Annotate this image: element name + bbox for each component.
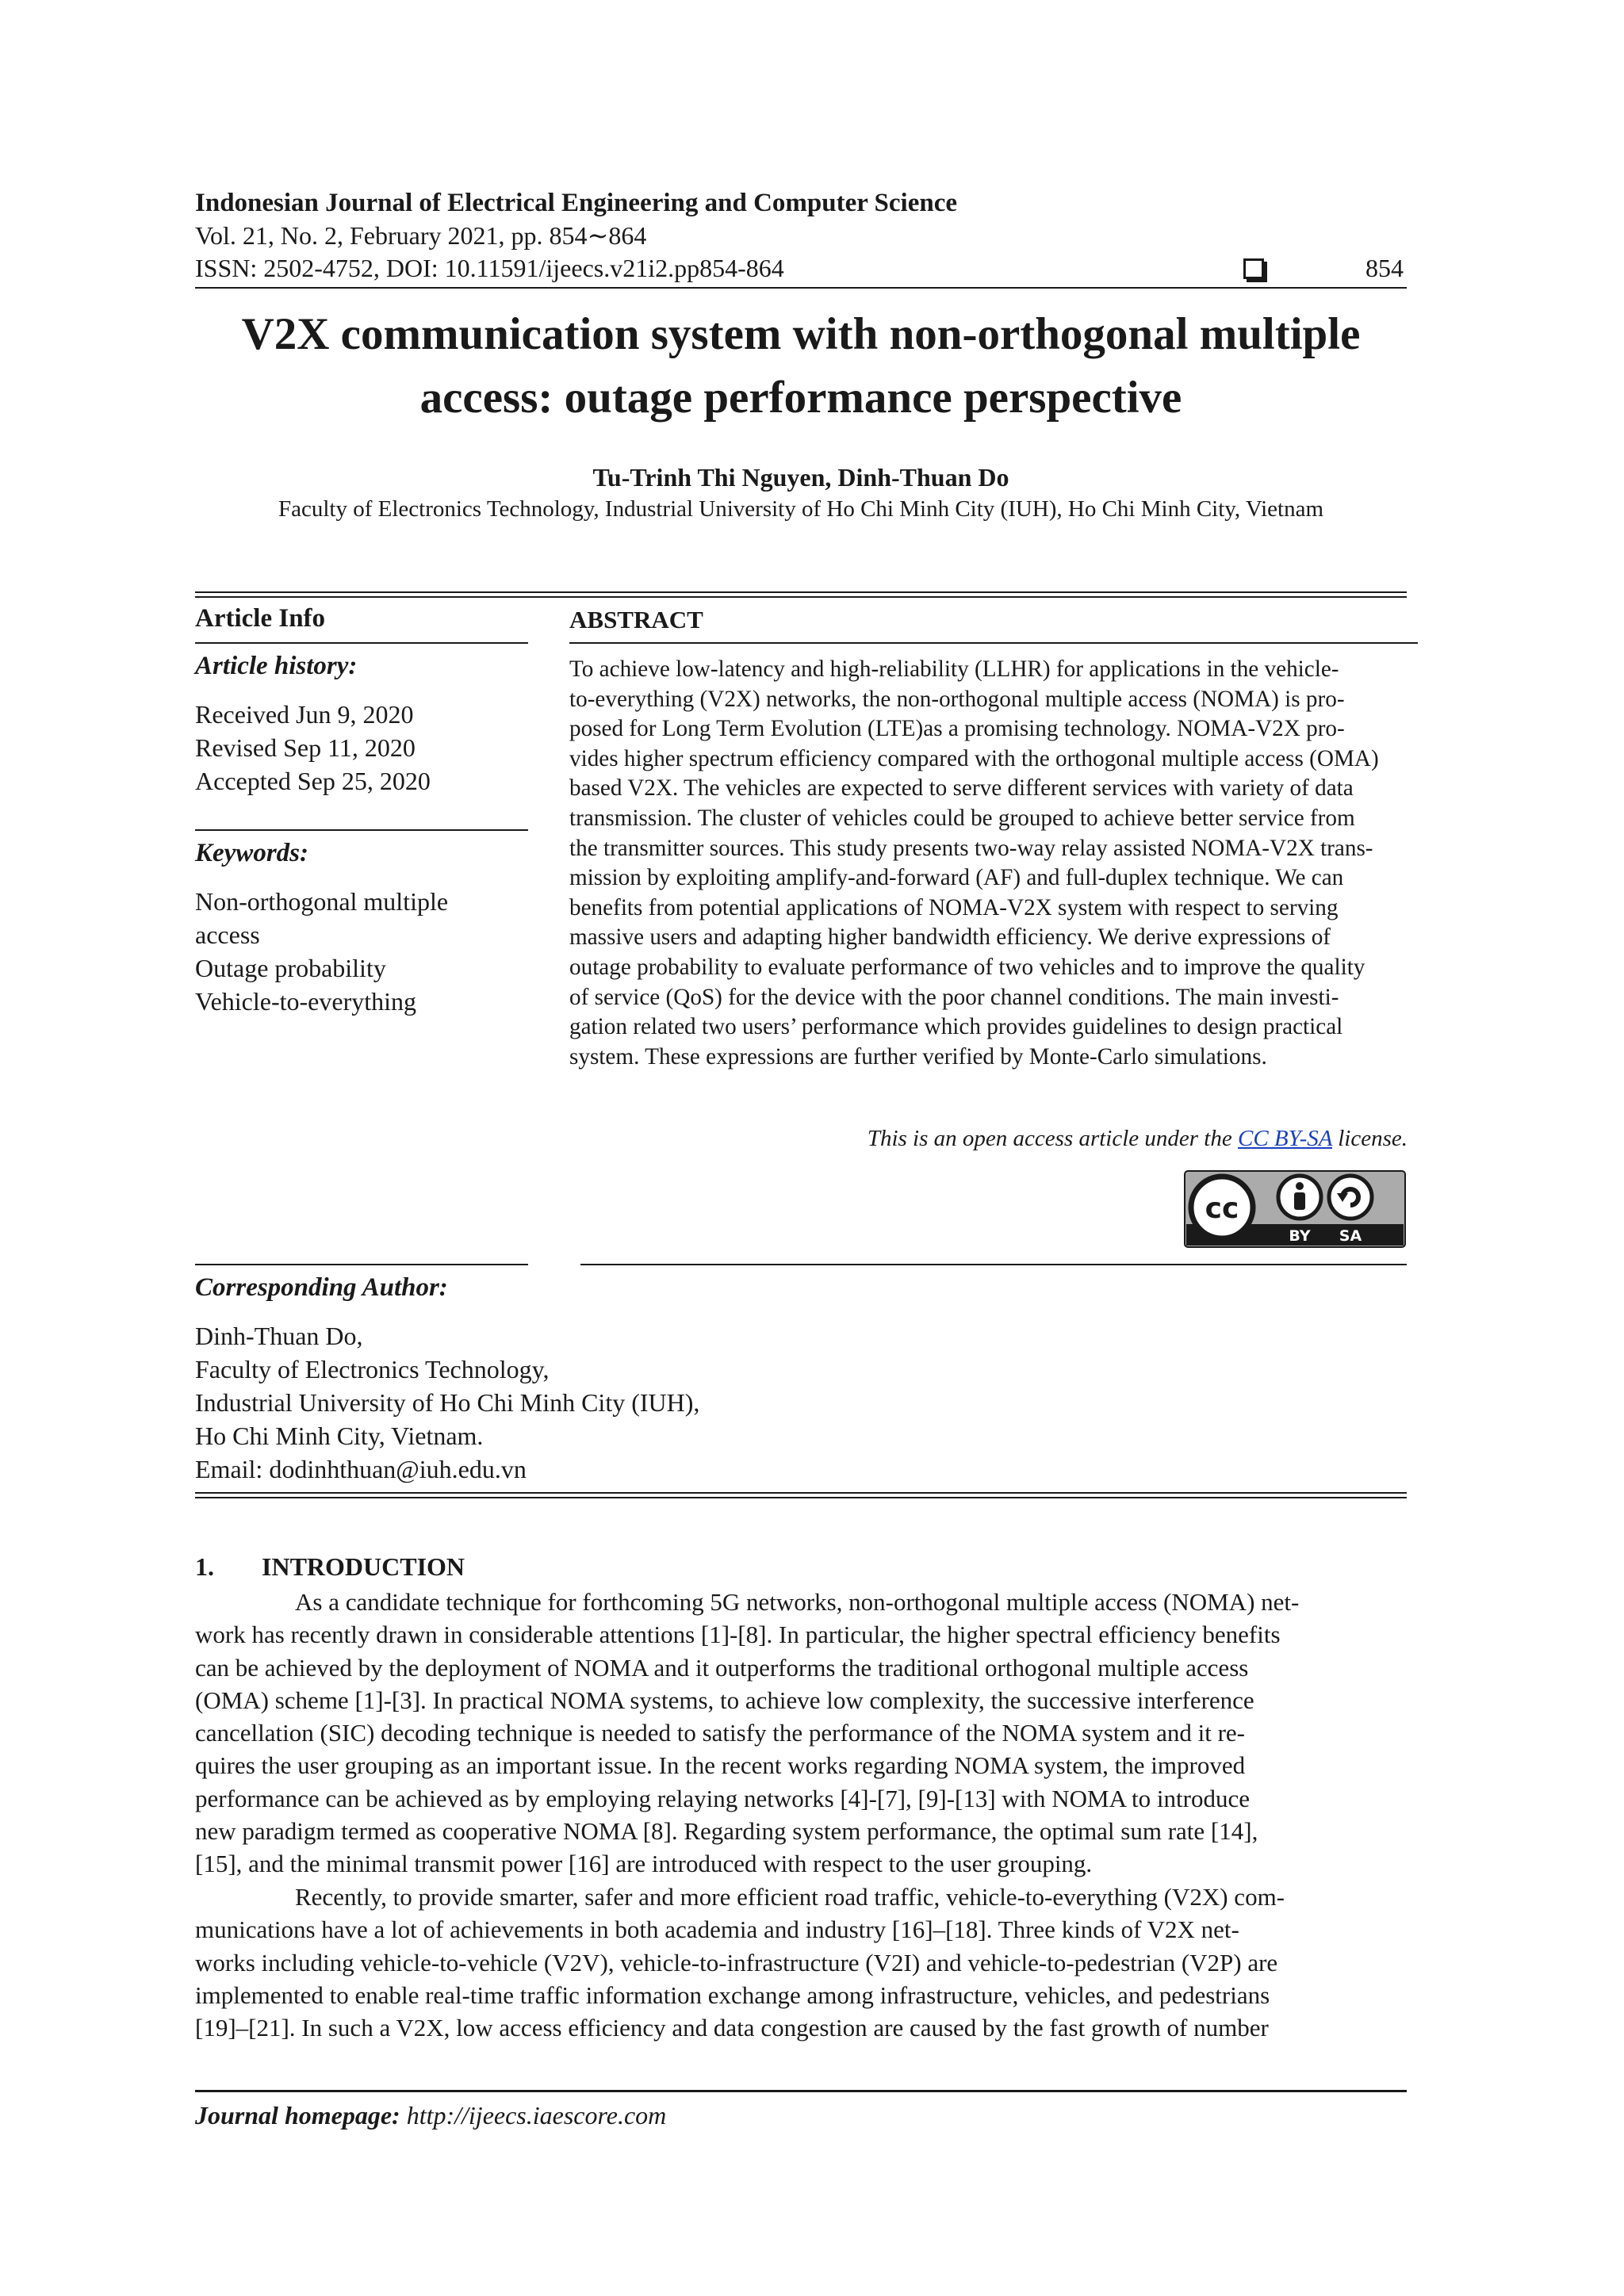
article-history [195,698,431,798]
section-rule-bottom-2 [195,1497,1407,1498]
abstract-body [569,655,1418,1072]
intro-line: implemented to enable real-time traffic information exchange among infrastructure, vehicles, and pedestrians [195,1980,1270,2009]
cc-by-sa-badge[interactable] [1184,1170,1406,1248]
square-icon [1243,258,1264,279]
abstract-line: vides higher spectrum efficiency compared with the orthogonal multiple access (OMA) [569,745,1379,771]
intro-line: Recently, to provide smarter, safer and more efficient road traffic, vehicle-to-everything (V2X) com- [295,1883,1285,1911]
abstract-line: based V2X. The vehicles are expected to serve different services with variety of data [569,775,1354,802]
journal-issn-doi: ISSN: 2502-4752, DOI: 10.11591/ijeecs.v21i2.pp854-864 [195,254,784,282]
abstract-line: outage probability to evaluate performance of two vehicles and to improve the quality [569,954,1365,980]
journal-volume: Vol. 21, No. 2, February 2021, pp. 854∼864 [195,221,647,250]
person-icon-body [1294,1192,1305,1210]
footer-rule [195,2090,1407,2092]
open-access-suffix: license. [1331,1126,1408,1151]
keywords-rule [195,829,528,831]
abstract-line: system. These expressions are further verified by Monte-Carlo simulations. [569,1043,1267,1070]
title-line-2: access: outage performance perspective [419,373,1182,423]
corresponding-faculty: Faculty of Electronics Technology, [195,1355,550,1383]
abstract-line: gation related two users’ performance which provides guidelines to design practical [569,1014,1343,1040]
corresponding-university: Industrial University of Ho Chi Minh City (IUH), [195,1388,700,1417]
abstract-line: transmission. The cluster of vehicles could be grouped to achieve better service from [569,805,1355,831]
section-rule-bottom-1 [195,1492,1407,1494]
intro-line: new paradigm termed as cooperative NOMA [8]. Regarding system performance, the optimal sum rate [14], [195,1817,1258,1846]
corresponding-author-details [195,1319,699,1486]
section-title: INTRODUCTION [262,1552,465,1581]
person-icon-head [1296,1182,1304,1190]
open-access-notice [714,1126,1408,1152]
received-date: Received Jun 9, 2020 [195,700,414,729]
homepage-url[interactable]: http://ijeecs.iaescore.com [406,2101,667,2130]
abstract-line: mission by exploiting amplify-and-forward (AF) and full-duplex technique. We can [569,865,1344,891]
abstract-line: massive users and adapting higher bandwidth efficiency. We derive expressions of [569,924,1331,951]
intro-line: (OMA) scheme [1]-[3]. In practical NOMA systems, to achieve low complexity, the successive interference [195,1686,1254,1714]
corresponding-rule-left [195,1264,528,1265]
journal-homepage [195,2101,666,2130]
homepage-label: Journal homepage: [195,2101,400,2130]
article-info-heading: Article Info [195,604,326,633]
keyword: Outage probability [195,954,386,982]
abstract-line: benefits from potential applications of NOMA-V2X system with respect to serving [569,894,1339,920]
intro-line: can be achieved by the deployment of NOMA and it outperforms the traditional orthogonal multiple access [195,1653,1249,1682]
article-info-rule [195,642,528,644]
section-number: 1. [195,1552,214,1581]
affiliation: Faculty of Electronics Technology, Industrial University of Ho Chi Minh City (IUH), Ho Chi Minh City, Vietnam [278,496,1323,522]
article-history-heading: Article history: [195,652,358,680]
intro-line: [19]–[21]. In such a V2X, low access efficiency and data congestion are caused by the fast growth of number [195,2014,1269,2042]
abstract-heading: ABSTRACT [569,606,703,633]
abstract-line: posed for Long Term Evolution (LTE)as a promising technology. NOMA-V2X pro- [569,716,1345,742]
cc-badge-graphic [1184,1170,1406,1248]
intro-line: work has recently drawn in considerable attentions [1]-[8]. In particular, the higher spectral efficiency benefits [195,1621,1281,1649]
intro-line: works including vehicle-to-vehicle (V2V), vehicle-to-infrastructure (V2I) and vehicle-to-pedestrian (V2P) are [195,1948,1278,1976]
keywords-list [195,885,448,1018]
cc-logo-text: cc [1205,1192,1239,1225]
intro-line: cancellation (SIC) decoding technique is needed to satisfy the performance of the NOMA system and it re- [195,1719,1245,1747]
intro-paragraph-1 [195,1586,1407,1881]
intro-paragraph-2 [195,1881,1407,2044]
cc-by-sa-link[interactable]: CC BY-SA [1238,1126,1332,1151]
intro-line: As a candidate technique for forthcoming 5G networks, non-orthogonal multiple access (NOMA) net- [295,1588,1300,1616]
accepted-date: Accepted Sep 25, 2020 [195,767,431,795]
abstract-line: the transmitter sources. This study presents two-way relay assisted NOMA-V2X trans- [569,835,1373,861]
keyword: access [195,920,260,949]
section-heading-introduction [195,1552,465,1582]
abstract-line: of service (QoS) for the device with the poor channel conditions. The main investi- [569,984,1339,1010]
keyword: Vehicle-to-everything [195,987,416,1016]
corresponding-city: Ho Chi Minh City, Vietnam. [195,1422,484,1450]
paper-title [159,303,1443,430]
title-line-1: V2X communication system with non-orthogonal multiple [241,309,1361,359]
journal-name: Indonesian Journal of Electrical Engineering and Computer Science [195,189,957,217]
section-rule-top-2 [195,596,1407,598]
intro-line: munications have a lot of achievements in both academia and industry [16]–[18]. Three kinds of V2X net- [195,1915,1239,1944]
intro-line: performance can be achieved as by employing relaying networks [4]-[7], [9]-[13] with NOMA to introduce [195,1784,1250,1812]
open-access-prefix: This is an open access article under the [867,1126,1238,1151]
authors: Tu-Trinh Thi Nguyen, Dinh-Thuan Do [592,463,1009,492]
intro-line: quires the user grouping as an important issue. In the recent works regarding NOMA system, the improved [195,1751,1246,1780]
corresponding-rule-right [580,1264,1407,1265]
abstract-line: to-everything (V2X) networks, the non-orthogonal multiple access (NOMA) is pro- [569,686,1345,712]
intro-line: [15], and the minimal transmit power [16] are introduced with respect to the user grouping. [195,1850,1093,1878]
header-rule [195,287,1407,289]
corresponding-name: Dinh-Thuan Do, [195,1322,363,1350]
abstract-rule [569,642,1418,644]
badge-sa-label: SA [1339,1227,1362,1245]
badge-by-label: BY [1289,1227,1311,1245]
abstract-line: To achieve low-latency and high-reliability (LLHR) for applications in the vehicle- [569,656,1339,682]
corresponding-email: Email: dodinhthuan@iuh.edu.vn [195,1455,527,1483]
page-number: 854 [1365,254,1404,282]
revised-date: Revised Sep 11, 2020 [195,733,416,762]
corresponding-author-heading: Corresponding Author: [195,1273,448,1302]
keyword: Non-orthogonal multiple [195,887,449,916]
keywords-heading: Keywords: [195,839,308,867]
section-rule-top-1 [195,591,1407,593]
